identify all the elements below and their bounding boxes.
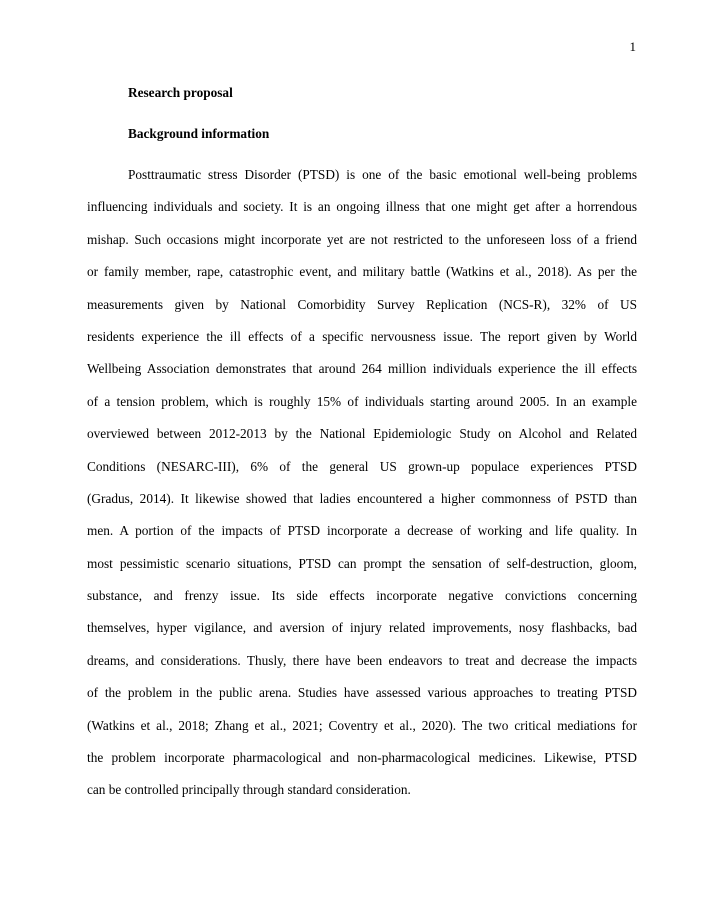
paragraph-line: can be controlled principally through standard consideration. bbox=[87, 782, 411, 798]
paragraph-line: Conditions (NESARC-III), 6% of the general US grown-up populace experiences PTSD bbox=[87, 458, 637, 474]
paragraph-line: Wellbeing Association demonstrates that around 264 million individuals experience the ill effects bbox=[87, 361, 637, 377]
paragraph-line: or family member, rape, catastrophic event, and military battle (Watkins et al., 2018). As per the bbox=[87, 264, 637, 280]
paragraph-line: (Watkins et al., 2018; Zhang et al., 2021; Coventry et al., 2020). The two critical mediations for bbox=[87, 717, 637, 733]
paragraph-line: the problem incorporate pharmacological and non-pharmacological medicines. Likewise, PTSD bbox=[87, 750, 637, 766]
paragraph-line: substance, and frenzy issue. Its side effects incorporate negative convictions concerning bbox=[87, 588, 637, 604]
paragraph-line: of a tension problem, which is roughly 15% of individuals starting around 2005. In an example bbox=[87, 393, 637, 409]
paragraph-line: of the problem in the public arena. Studies have assessed various approaches to treating PTSD bbox=[87, 685, 637, 701]
paragraph-line: (Gradus, 2014). It likewise showed that ladies encountered a higher commonness of PSTD than bbox=[87, 490, 637, 506]
section-heading: Background information bbox=[128, 126, 270, 141]
paragraph-line: themselves, hyper vigilance, and aversion of injury related improvements, nosy flashbacks, bad bbox=[87, 620, 637, 636]
paragraph-line: men. A portion of the impacts of PTSD incorporate a decrease of working and life quality. In bbox=[87, 523, 637, 539]
paragraph-line: mishap. Such occasions might incorporate yet are not restricted to the unforeseen loss of a friend bbox=[87, 231, 637, 247]
document-title: Research proposal bbox=[128, 85, 233, 100]
paragraph-line: most pessimistic scenario situations, PTSD can prompt the sensation of self-destruction, gloom, bbox=[87, 555, 637, 571]
paragraph-line: Posttraumatic stress Disorder (PTSD) is one of the basic emotional well-being problems bbox=[128, 167, 637, 182]
paragraph-line: overviewed between 2012-2013 by the National Epidemiologic Study on Alcohol and Related bbox=[87, 426, 637, 442]
paragraph-line: measurements given by National Comorbidity Survey Replication (NCS-R), 32% of US bbox=[87, 296, 637, 312]
paragraph-line: residents experience the ill effects of a specific nervousness issue. The report given by World bbox=[87, 328, 637, 344]
page-number: 1 bbox=[629, 39, 636, 54]
paragraph-line: dreams, and considerations. Thusly, there have been endeavors to treat and decrease the impacts bbox=[87, 652, 637, 668]
body-paragraph bbox=[87, 159, 637, 807]
paragraph-line: influencing individuals and society. It is an ongoing illness that one might get after a horrendous bbox=[87, 199, 637, 215]
